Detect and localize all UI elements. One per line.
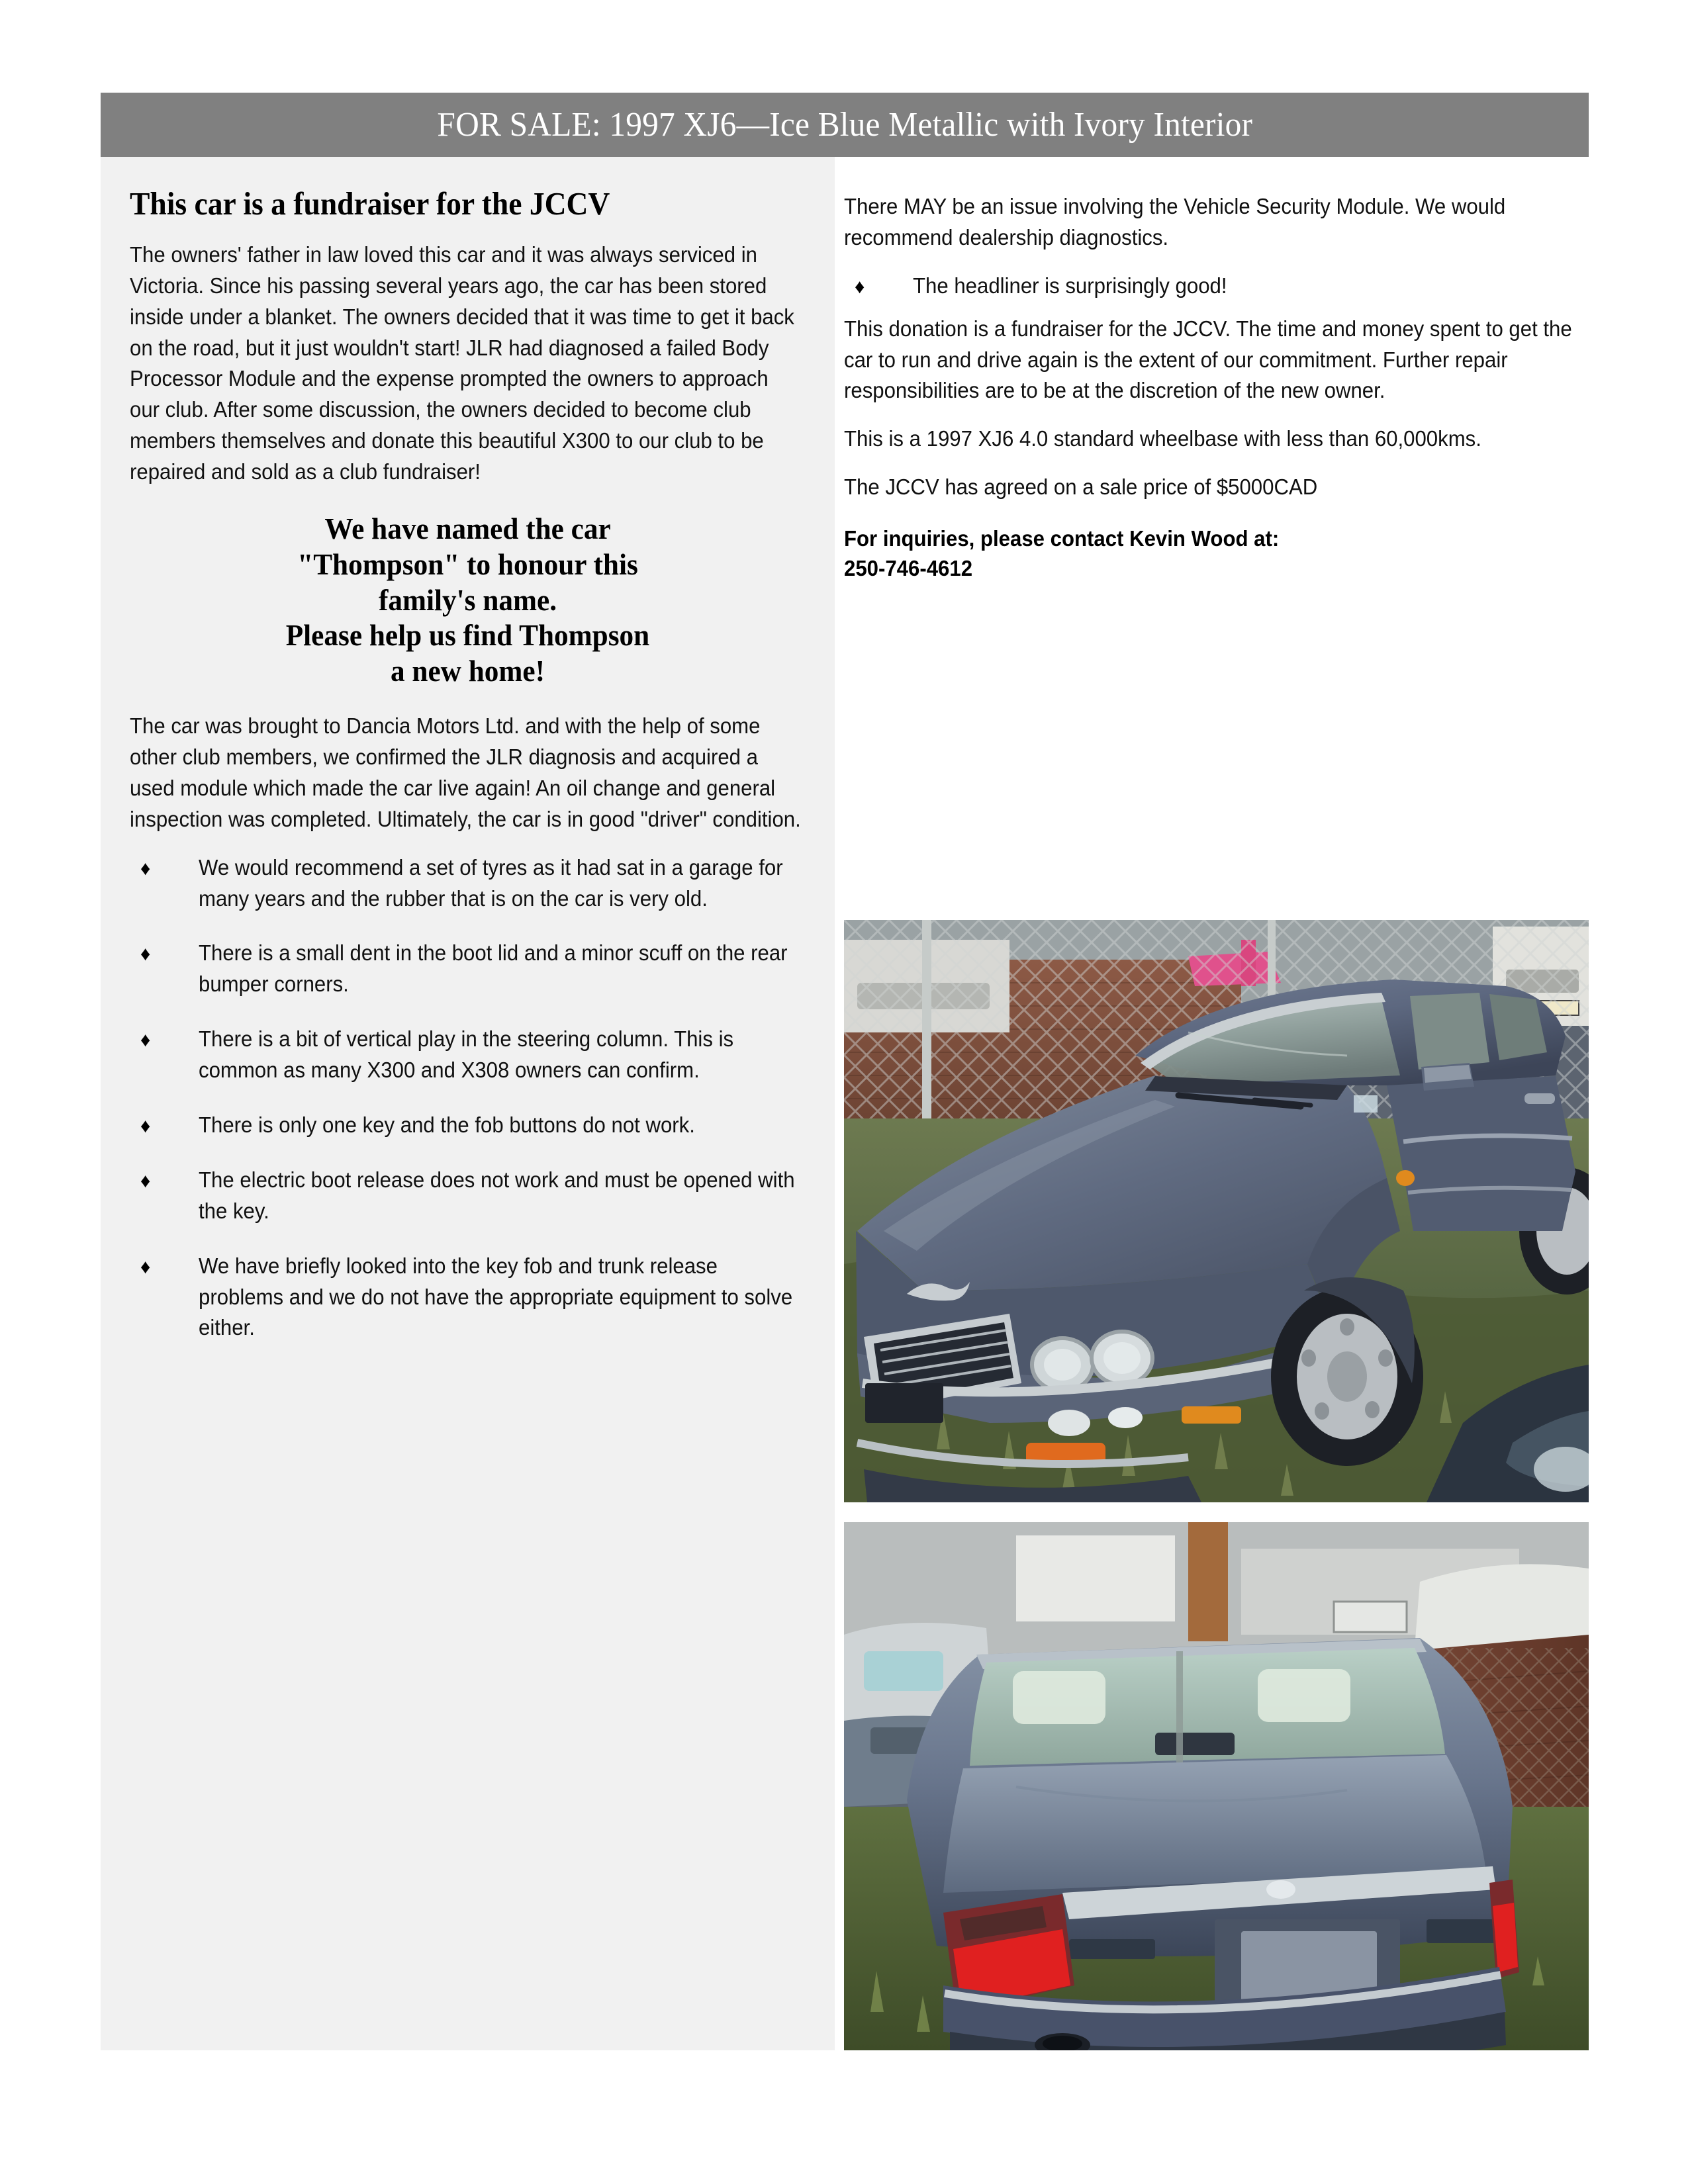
list-item-text: We would recommend a set of tyres as it had sat in a garage for many years and the rubber that is on the car is very old. — [199, 855, 783, 911]
list-item — [130, 1251, 806, 1345]
left-bullet-list — [130, 853, 806, 1345]
list-item-text: The headliner is surprisingly good! — [913, 273, 1227, 298]
callout-line-2: "Thompson" to honour this — [297, 547, 638, 581]
diamond-bullet-icon: ♦ — [140, 943, 151, 966]
right-paragraph-4: The JCCV has agreed on a sale price of $5000CAD — [844, 475, 1318, 500]
callout-line-3: family's name. — [378, 582, 557, 617]
right-bullet-list — [844, 271, 1589, 302]
car-rear-photo-illustration — [844, 1522, 1589, 2050]
left-paragraph-1: The owners' father in law loved this car and it was always serviced in Victoria. Since his passing several years ago, the car has been stored inside under a blanket. The owners decided that it was time to get it back on the road, but it just wouldn't start! JLR had diagnosed a failed Body Processor Module and the expense prompted the owners to approach our club. After some discussion, the owners decided to become club members themselves and donate this beautiful X300 to our club to be repaired and sold as a club fundraiser! — [130, 242, 794, 485]
diamond-bullet-icon: ♦ — [140, 1029, 151, 1052]
left-column — [101, 157, 835, 2050]
car-front-photo-illustration — [844, 920, 1589, 1502]
diamond-bullet-icon: ♦ — [140, 857, 151, 880]
list-item — [844, 271, 1589, 302]
list-item — [130, 1111, 806, 1142]
left-paragraph-2: The car was brought to Dancia Motors Ltd. and with the help of some other club members, we confirmed the JLR diagnosis and acquired a used module which made the car live again! An oil change and general inspection was completed. Ultimately, the car is in good "driver" condition. — [130, 714, 801, 832]
list-item-text: There is a bit of vertical play in the steering column. This is common as many X300 and X308 owners can confirm. — [199, 1027, 734, 1083]
header-banner — [101, 93, 1589, 157]
list-item — [130, 1024, 806, 1087]
right-column — [844, 192, 1589, 584]
car-rear-photo — [844, 1522, 1589, 2050]
list-item-text: There is only one key and the fob buttons do not work. — [199, 1113, 695, 1138]
contact-block — [844, 525, 1585, 584]
list-item-text: The electric boot release does not work and must be opened with the key. — [199, 1167, 795, 1224]
list-item-text: We have briefly looked into the key fob and trunk release problems and we do not have the appropriate equipment to solve either. — [199, 1253, 793, 1341]
diamond-bullet-icon: ♦ — [140, 1169, 151, 1192]
right-paragraph-1: There MAY be an issue involving the Vehicle Security Module. We would recommend dealership diagnostics. — [844, 195, 1506, 250]
car-front-three-quarter-photo — [844, 920, 1589, 1502]
list-item — [130, 853, 806, 915]
contact-name-line: For inquiries, please contact Kevin Wood at: — [844, 527, 1280, 552]
right-paragraph-3: This is a 1997 XJ6 4.0 standard wheelbase with less than 60,000kms. — [844, 427, 1481, 452]
diamond-bullet-icon: ♦ — [140, 1255, 151, 1278]
callout-line-4: Please help us find Thompson — [285, 618, 650, 653]
diamond-bullet-icon: ♦ — [140, 1115, 151, 1137]
left-column-heading: This car is a fundraiser for the JCCV — [130, 185, 610, 222]
list-item-text: There is a small dent in the boot lid and a minor scuff on the rear bumper corners. — [199, 941, 788, 997]
page-title: FOR SALE: 1997 XJ6—Ice Blue Metallic with Ivory Interior — [437, 106, 1252, 144]
diamond-bullet-icon: ♦ — [855, 275, 865, 298]
list-item — [130, 938, 806, 1001]
right-paragraph-2: This donation is a fundraiser for the JCCV. The time and money spent to get the car to run and drive again is the extent of our commitment. Further repair responsibilities are to be at the discretion of the new owner. — [844, 316, 1572, 404]
callout-line-5: a new home! — [390, 654, 545, 688]
callout-line-1: We have named the car — [324, 512, 611, 546]
callout-block — [150, 511, 786, 689]
list-item — [130, 1165, 806, 1228]
contact-phone-line: 250-746-4612 — [844, 556, 973, 581]
